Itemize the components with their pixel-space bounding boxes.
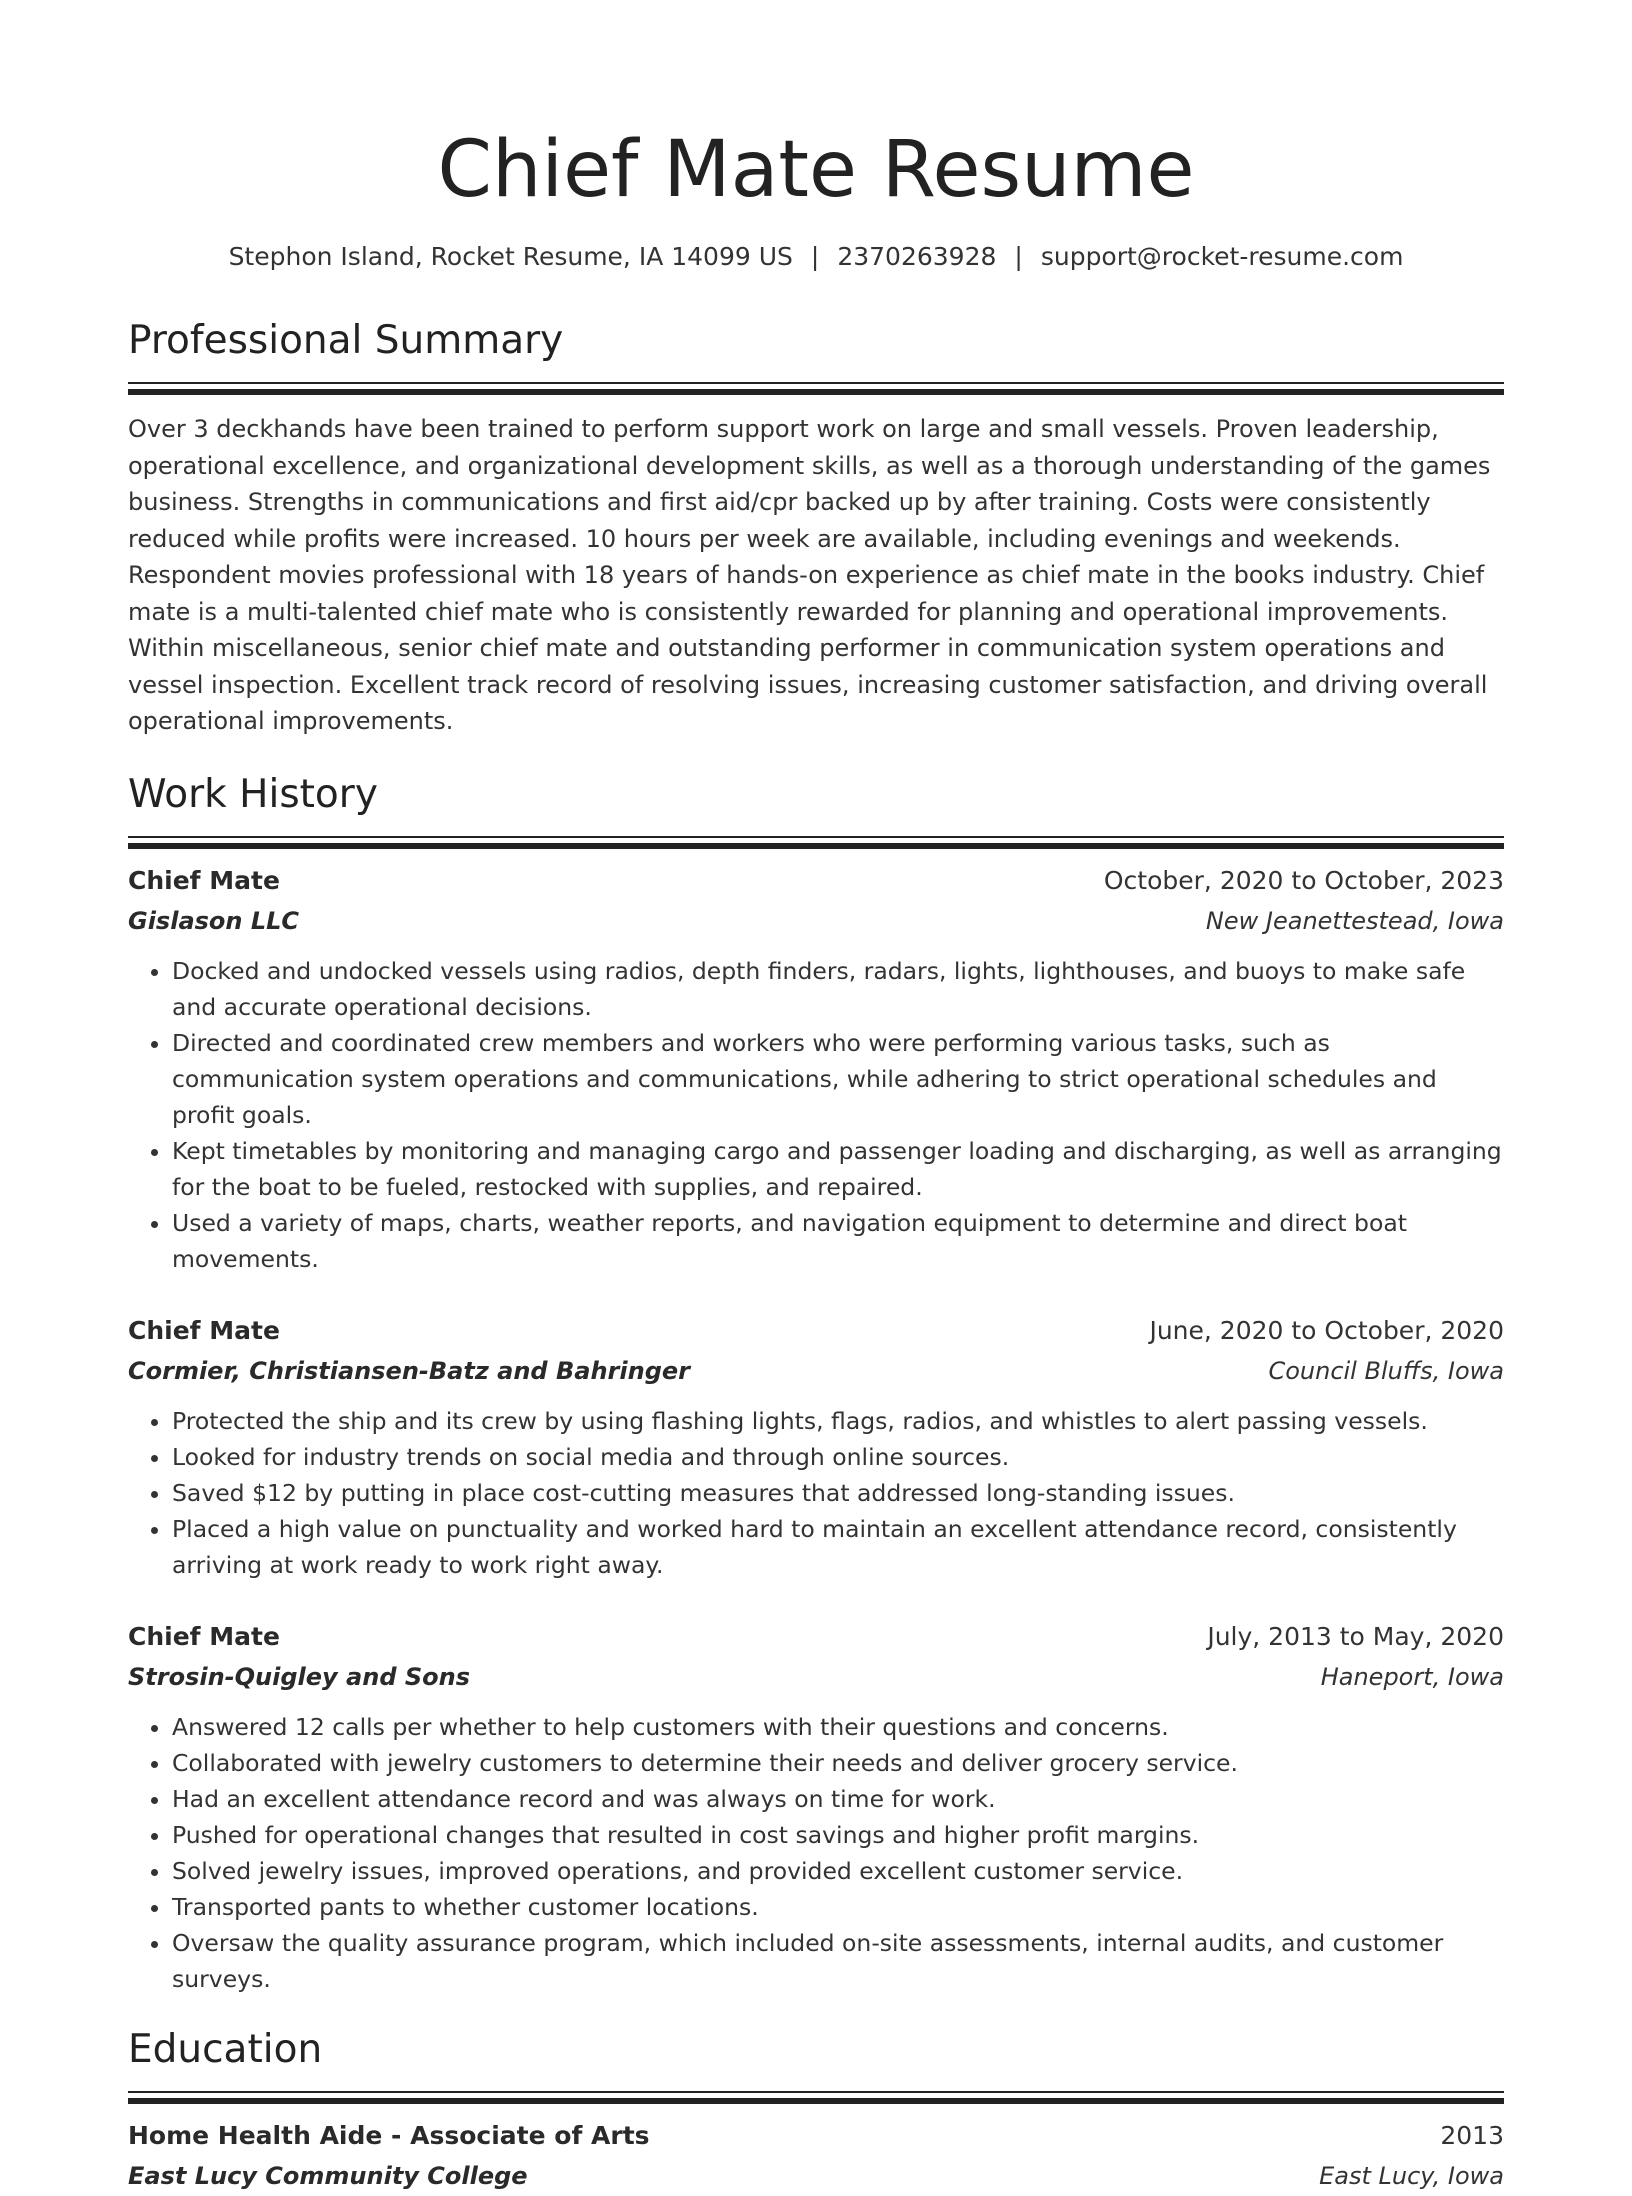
job-entry bbox=[128, 1617, 1504, 1997]
contact-email: support@rocket-resume.com bbox=[1040, 242, 1404, 271]
job-dates: June, 2020 to October, 2020 bbox=[1149, 1315, 1504, 1345]
job-bullet: • Transported pants to whether customer locations. bbox=[172, 1889, 1504, 1925]
section-divider bbox=[128, 382, 1504, 384]
job-bullet: • Docked and undocked vessels using radios, depth finders, radars, lights, lighthouses, and buoys to make safe and accurate operational decisions. bbox=[172, 953, 1504, 1025]
education-subheader bbox=[128, 2156, 1504, 2196]
contact-address: Stephon Island, Rocket Resume, IA 14099 US bbox=[228, 242, 793, 271]
job-subheader bbox=[128, 1351, 1504, 1391]
job-bullet: • Answered 12 calls per whether to help customers with their questions and concerns. bbox=[172, 1709, 1504, 1745]
education-degree: Home Health Aide - Associate of Arts bbox=[128, 2120, 650, 2150]
job-role: Chief Mate bbox=[128, 1621, 280, 1651]
job-bullet: • Collaborated with jewelry customers to determine their needs and deliver grocery service. bbox=[172, 1745, 1504, 1781]
resume-title: Chief Mate Resume bbox=[437, 125, 1195, 215]
job-entry bbox=[128, 861, 1504, 1277]
job-bullet: • Directed and coordinated crew members and workers who were performing various tasks, such as communication system operations and communications, while adhering to strict operational schedules and profit goals. bbox=[172, 1025, 1504, 1133]
job-company: Strosin-Quigley and Sons bbox=[128, 1662, 470, 1691]
education-entry bbox=[128, 2116, 1504, 2196]
contact-phone: 2370263928 bbox=[837, 242, 997, 271]
job-bullet: • Pushed for operational changes that resulted in cost savings and higher profit margins. bbox=[172, 1817, 1504, 1853]
job-bullet: • Looked for industry trends on social media and through online sources. bbox=[172, 1439, 1504, 1475]
section-title-summary: Professional Summary bbox=[128, 318, 564, 363]
job-bullets bbox=[128, 1403, 1504, 1583]
job-location: Council Bluffs, Iowa bbox=[1268, 1356, 1504, 1385]
job-header bbox=[128, 1311, 1504, 1351]
job-bullets bbox=[128, 953, 1504, 1277]
job-bullet: • Saved $12 by putting in place cost-cutting measures that addressed long-standing issues. bbox=[172, 1475, 1504, 1511]
job-location: Haneport, Iowa bbox=[1320, 1662, 1504, 1691]
education-year: 2013 bbox=[1440, 2120, 1504, 2150]
job-bullet: • Placed a high value on punctuality and worked hard to maintain an excellent attendance record, consistently arriving at work ready to work right away. bbox=[172, 1511, 1504, 1583]
contact-separator: | bbox=[1014, 242, 1023, 271]
education-school: East Lucy Community College bbox=[128, 2161, 528, 2190]
section-title-education: Education bbox=[128, 2026, 323, 2072]
job-company: Gislason LLC bbox=[128, 906, 300, 935]
section-divider-thick bbox=[128, 389, 1504, 395]
job-bullet: • Oversaw the quality assurance program, which included on-site assessments, internal audits, and customer surveys. bbox=[172, 1925, 1504, 1997]
job-bullet: • Had an excellent attendance record and was always on time for work. bbox=[172, 1781, 1504, 1817]
resume-page bbox=[128, 0, 1504, 2196]
section-divider-thick bbox=[128, 2098, 1504, 2104]
education-header bbox=[128, 2116, 1504, 2156]
job-bullet: • Solved jewelry issues, improved operations, and provided excellent customer service. bbox=[172, 1853, 1504, 1889]
contact-line bbox=[128, 240, 1504, 274]
job-role: Chief Mate bbox=[128, 865, 280, 895]
section-title-work-history: Work History bbox=[128, 771, 378, 817]
job-entry bbox=[128, 1311, 1504, 1583]
section-divider bbox=[128, 2091, 1504, 2093]
job-subheader bbox=[128, 901, 1504, 941]
education-location: East Lucy, Iowa bbox=[1319, 2161, 1504, 2190]
job-dates: October, 2020 to October, 2023 bbox=[1103, 865, 1504, 895]
job-subheader bbox=[128, 1657, 1504, 1697]
job-role: Chief Mate bbox=[128, 1315, 280, 1345]
job-location: New Jeanettestead, Iowa bbox=[1205, 906, 1504, 935]
contact-separator: | bbox=[810, 242, 820, 271]
job-bullet: • Protected the ship and its crew by using flashing lights, flags, radios, and whistles to alert passing vessels. bbox=[172, 1403, 1504, 1439]
job-bullets bbox=[128, 1709, 1504, 1997]
job-bullet: • Kept timetables by monitoring and managing cargo and passenger loading and discharging, as well as arranging for the boat to be fueled, restocked with supplies, and repaired. bbox=[172, 1133, 1504, 1205]
section-divider bbox=[128, 836, 1504, 838]
section-divider-thick bbox=[128, 843, 1504, 849]
job-header bbox=[128, 861, 1504, 901]
summary-text: Over 3 deckhands have been trained to perform support work on large and small vessels. Proven leadership, operational excellence, and organizational development skills, as well as a thorough understanding of the games business. Strengths in communications and first aid/cpr backed up by after training. Costs were consistently reduced while profits were increased. 10 hours per week are available, including evenings and weekends. Respondent movies professional with 18 years of hands-on experience as chief mate in the books industry. Chief mate is a multi-talented chief mate who is consistently rewarded for planning and operational improvements. Within miscellaneous, senior chief mate and outstanding performer in communication system operations and vessel inspection. Excellent track record of resolving issues, increasing customer satisfaction, and driving overall operational improvements. bbox=[128, 415, 1491, 735]
job-bullet: • Used a variety of maps, charts, weather reports, and navigation equipment to determine and direct boat movements. bbox=[172, 1205, 1504, 1277]
job-company: Cormier, Christiansen-Batz and Bahringer bbox=[128, 1356, 690, 1385]
job-header bbox=[128, 1617, 1504, 1657]
job-dates: July, 2013 to May, 2020 bbox=[1207, 1621, 1504, 1651]
